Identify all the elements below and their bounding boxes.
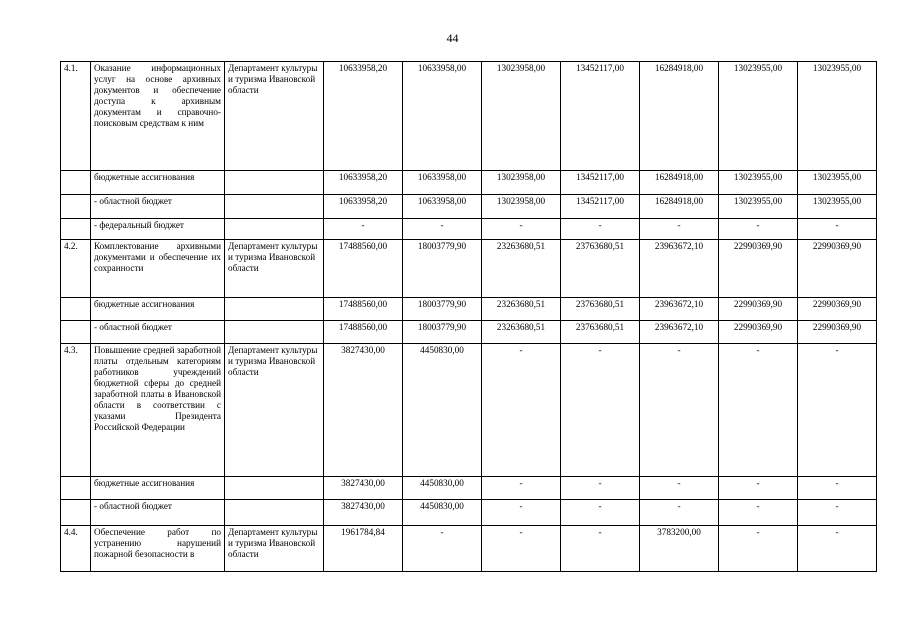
value-cell: 22990369,90 xyxy=(798,321,877,344)
value-cell: - xyxy=(561,344,640,477)
value-cell: - xyxy=(798,344,877,477)
value-cell: - xyxy=(561,500,640,526)
value-cell: 23763680,51 xyxy=(561,240,640,298)
table-row xyxy=(61,219,877,240)
table-row xyxy=(61,298,877,321)
table-row xyxy=(61,195,877,219)
row-number-cell xyxy=(61,477,91,500)
value-cell: 22990369,90 xyxy=(798,240,877,298)
value-cell: 10633958,20 xyxy=(324,195,403,219)
row-executor-cell xyxy=(225,298,324,321)
budget-table xyxy=(60,61,877,572)
value-cell: - xyxy=(798,526,877,572)
value-cell: 16284918,00 xyxy=(640,171,719,195)
value-cell: 22990369,90 xyxy=(798,298,877,321)
value-cell: - xyxy=(719,344,798,477)
value-cell: - xyxy=(403,526,482,572)
row-number-cell: 4.1. xyxy=(61,62,91,171)
value-cell: - xyxy=(798,500,877,526)
table-row xyxy=(61,62,877,171)
value-cell: 13023955,00 xyxy=(719,62,798,171)
value-cell: 13452117,00 xyxy=(561,171,640,195)
value-cell: - xyxy=(719,526,798,572)
value-cell: - xyxy=(719,477,798,500)
row-executor-cell xyxy=(225,219,324,240)
value-cell: - xyxy=(798,219,877,240)
row-number-cell xyxy=(61,500,91,526)
row-name-cell: Комплектование архивными документами и обеспечение их сохранности xyxy=(91,240,225,298)
row-number-cell xyxy=(61,219,91,240)
value-cell: 1961784,84 xyxy=(324,526,403,572)
table-row xyxy=(61,344,877,477)
value-cell: 23963672,10 xyxy=(640,240,719,298)
page-number: 44 xyxy=(446,31,459,45)
row-number-cell xyxy=(61,298,91,321)
value-cell: 23263680,51 xyxy=(482,321,561,344)
value-cell: - xyxy=(640,477,719,500)
row-executor-cell xyxy=(225,500,324,526)
value-cell: 23263680,51 xyxy=(482,240,561,298)
row-name-cell: бюджетные ассигнования xyxy=(91,298,225,321)
value-cell: 3827430,00 xyxy=(324,500,403,526)
value-cell: 4450830,00 xyxy=(403,500,482,526)
value-cell: - xyxy=(482,526,561,572)
value-cell: 13023955,00 xyxy=(719,171,798,195)
value-cell: 10633958,00 xyxy=(403,171,482,195)
table-row xyxy=(61,500,877,526)
value-cell: 13023955,00 xyxy=(798,171,877,195)
row-name-cell: - областной бюджет xyxy=(91,321,225,344)
value-cell: 17488560,00 xyxy=(324,321,403,344)
value-cell: 23963672,10 xyxy=(640,298,719,321)
value-cell: 13023955,00 xyxy=(719,195,798,219)
value-cell: 22990369,90 xyxy=(719,321,798,344)
row-name-cell: Обеспечение работ по устранению нарушений пожарной безопасности в xyxy=(91,526,225,572)
value-cell: 18003779,90 xyxy=(403,298,482,321)
row-executor-cell: Департамент культуры и туризма Ивановской области xyxy=(225,240,324,298)
value-cell: 13023958,00 xyxy=(482,195,561,219)
value-cell: 3827430,00 xyxy=(324,344,403,477)
row-name-cell: - областной бюджет xyxy=(91,500,225,526)
table-row xyxy=(61,240,877,298)
value-cell: - xyxy=(719,219,798,240)
value-cell: 18003779,90 xyxy=(403,240,482,298)
value-cell: - xyxy=(640,219,719,240)
value-cell: 13023958,00 xyxy=(482,62,561,171)
value-cell: 10633958,20 xyxy=(324,62,403,171)
value-cell: - xyxy=(640,500,719,526)
table-row xyxy=(61,477,877,500)
row-executor-cell xyxy=(225,321,324,344)
value-cell: 16284918,00 xyxy=(640,62,719,171)
value-cell: 18003779,90 xyxy=(403,321,482,344)
value-cell: 3783200,00 xyxy=(640,526,719,572)
value-cell: - xyxy=(798,477,877,500)
value-cell: - xyxy=(482,500,561,526)
value-cell: 22990369,90 xyxy=(719,240,798,298)
value-cell: 23263680,51 xyxy=(482,298,561,321)
table-row xyxy=(61,171,877,195)
value-cell: 13023955,00 xyxy=(798,195,877,219)
table-row xyxy=(61,526,877,572)
value-cell: 17488560,00 xyxy=(324,298,403,321)
row-name-cell: бюджетные ассигнования xyxy=(91,171,225,195)
value-cell: - xyxy=(561,526,640,572)
row-name-cell: - федеральный бюджет xyxy=(91,219,225,240)
value-cell: - xyxy=(324,219,403,240)
row-executor-cell: Департамент культуры и туризма Ивановской области xyxy=(225,526,324,572)
value-cell: 16284918,00 xyxy=(640,195,719,219)
value-cell: 3827430,00 xyxy=(324,477,403,500)
value-cell: 4450830,00 xyxy=(403,477,482,500)
value-cell: 10633958,00 xyxy=(403,195,482,219)
row-executor-cell: Департамент культуры и туризма Ивановской области xyxy=(225,344,324,477)
value-cell: - xyxy=(719,500,798,526)
row-name-cell: - областной бюджет xyxy=(91,195,225,219)
value-cell: 13452117,00 xyxy=(561,195,640,219)
value-cell: - xyxy=(482,219,561,240)
value-cell: - xyxy=(561,477,640,500)
row-number-cell: 4.4. xyxy=(61,526,91,572)
row-number-cell xyxy=(61,171,91,195)
budget-table-body xyxy=(61,62,877,572)
value-cell: 13023955,00 xyxy=(798,62,877,171)
row-name-cell: Оказание информационных услуг на основе архивных документов и обеспечение доступа к архивным документам и справочно-поисковым средствам к ним xyxy=(91,62,225,171)
row-executor-cell xyxy=(225,195,324,219)
row-number-cell xyxy=(61,321,91,344)
value-cell: - xyxy=(482,477,561,500)
row-number-cell: 4.3. xyxy=(61,344,91,477)
value-cell: 17488560,00 xyxy=(324,240,403,298)
row-number-cell: 4.2. xyxy=(61,240,91,298)
row-executor-cell xyxy=(225,477,324,500)
value-cell: 23963672,10 xyxy=(640,321,719,344)
value-cell: - xyxy=(403,219,482,240)
value-cell: - xyxy=(482,344,561,477)
value-cell: 23763680,51 xyxy=(561,321,640,344)
value-cell: 23763680,51 xyxy=(561,298,640,321)
value-cell: 13023958,00 xyxy=(482,171,561,195)
value-cell: 4450830,00 xyxy=(403,344,482,477)
row-name-cell: бюджетные ассигнования xyxy=(91,477,225,500)
value-cell: - xyxy=(561,219,640,240)
row-name-cell: Повышение средней заработной платы отдельным категориям работников учреждений бюджетной сферы до средней заработной платы в Ивановской области в соответствии с указами Президента Российской Федерации xyxy=(91,344,225,477)
value-cell: 22990369,90 xyxy=(719,298,798,321)
value-cell: 10633958,20 xyxy=(324,171,403,195)
value-cell: 10633958,00 xyxy=(403,62,482,171)
value-cell: 13452117,00 xyxy=(561,62,640,171)
row-executor-cell xyxy=(225,171,324,195)
row-number-cell xyxy=(61,195,91,219)
table-row xyxy=(61,321,877,344)
value-cell: - xyxy=(640,344,719,477)
row-executor-cell: Департамент культуры и туризма Ивановской области xyxy=(225,62,324,171)
